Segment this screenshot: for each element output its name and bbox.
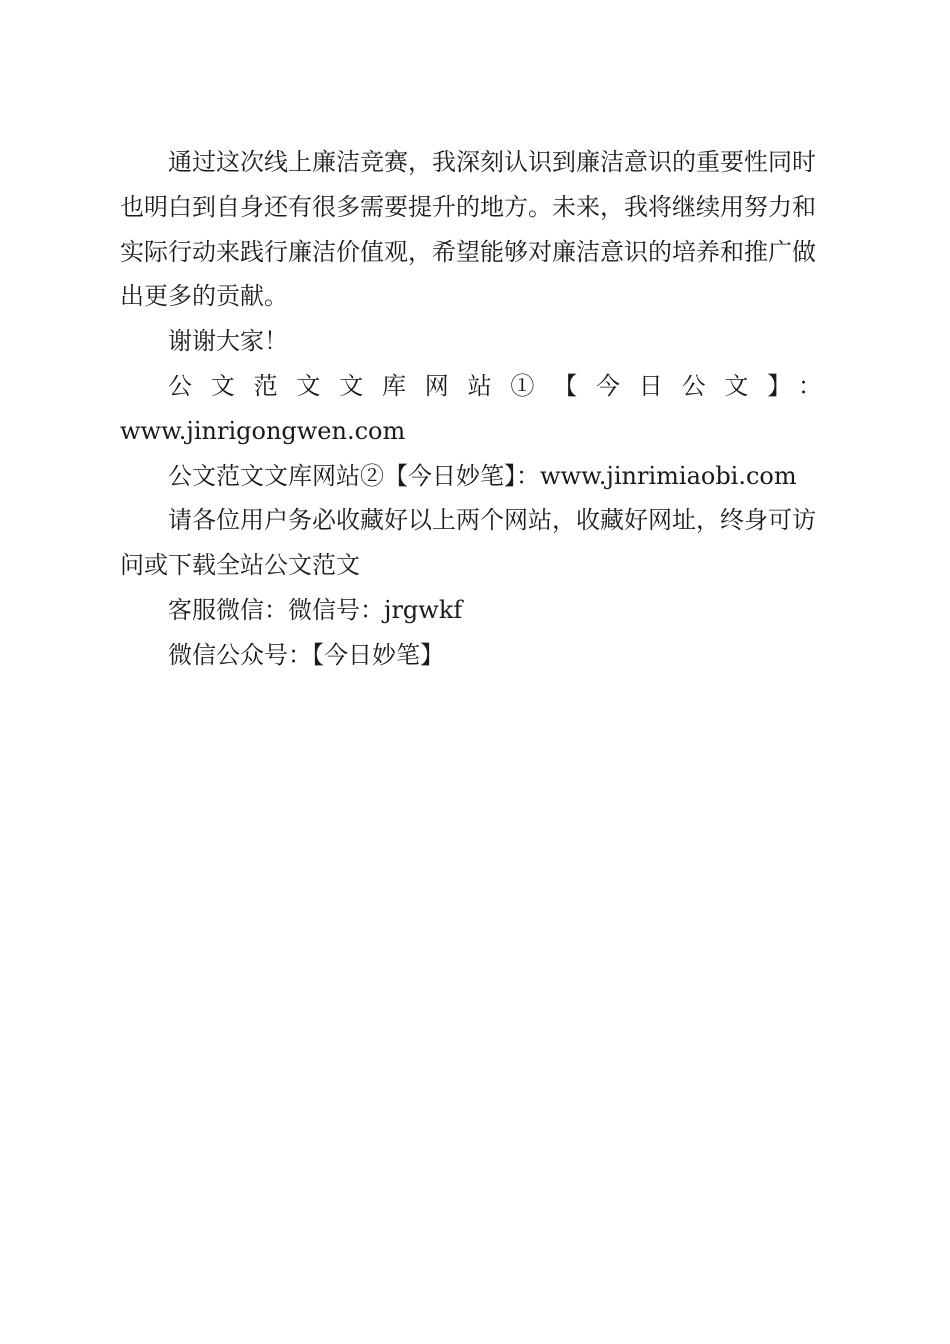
closing-paragraph: 通过这次线上廉洁竞赛，我深刻认识到廉洁意识的重要性同时也明白到自身还有很多需要提升的地方。未来，我将继续用努力和实际行动来践行廉洁价值观，希望能够对廉洁意识的培养和推广做出更多的贡献。 xyxy=(120,148,816,311)
site2-line: 公文范文文库网站②【今日妙笔】：www.jinrimiaobi.com xyxy=(168,461,797,490)
site1-url-link[interactable]: www.jinrigongwen.com xyxy=(120,416,406,445)
service-wechat: 客服微信：微信号：jrgwkf xyxy=(168,595,463,624)
site1-label: 公文范文文库网站①【今日公文】： xyxy=(168,371,824,400)
document-body xyxy=(120,140,824,678)
bookmark-reminder: 请各位用户务必收藏好以上两个网站，收藏好网址，终身可访问或下载全站公文范文 xyxy=(120,506,816,580)
thanks-line: 谢谢大家！ xyxy=(168,327,288,356)
wechat-public-account: 微信公众号：【今日妙笔】 xyxy=(168,640,444,669)
